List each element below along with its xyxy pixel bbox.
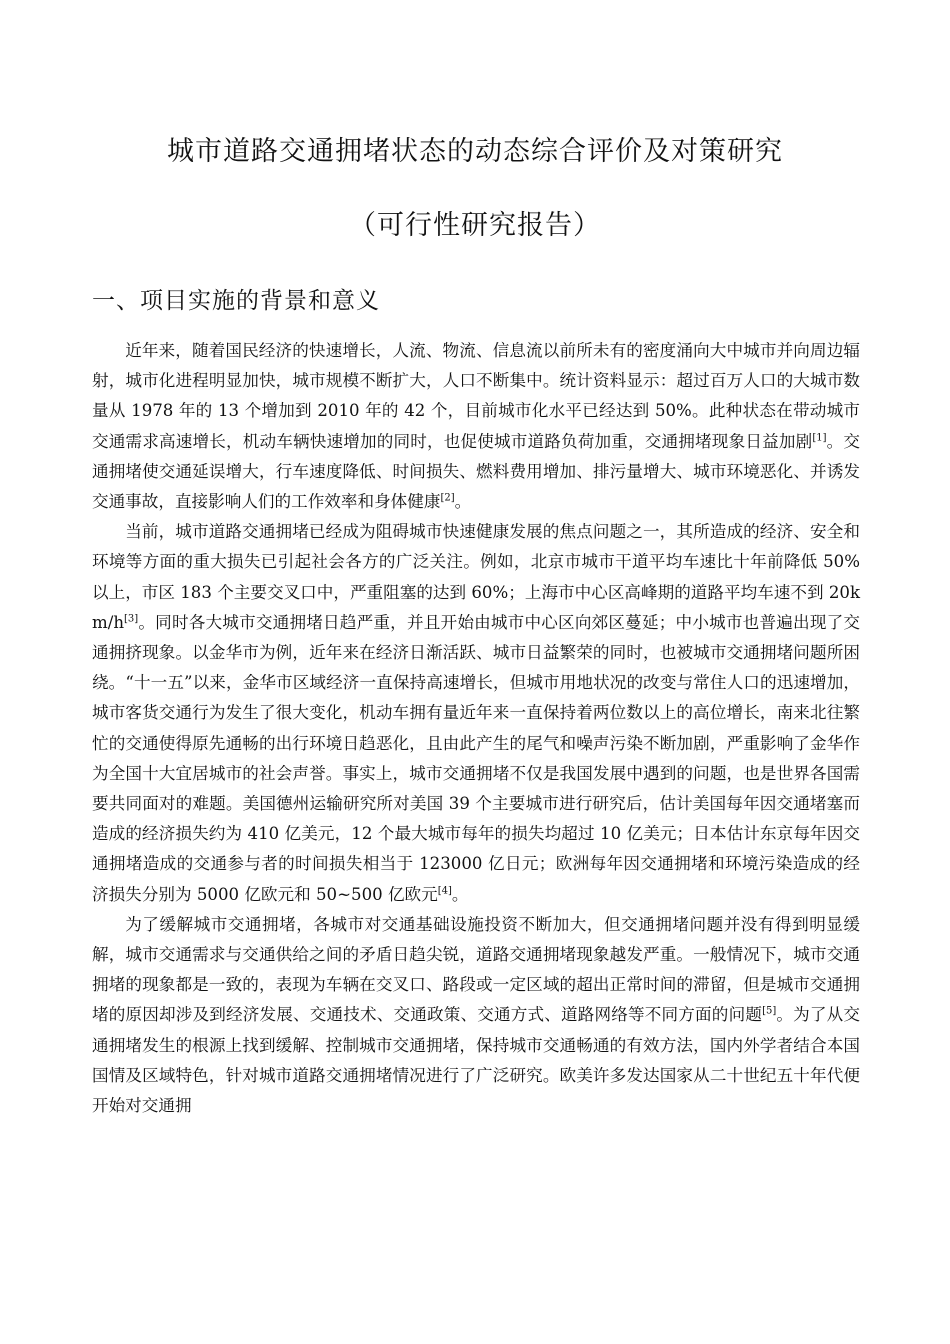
paragraph-text: 。同时各大城市交通拥堵日趋严重，并且开始由城市中心区向郊区蔓延；中小城市也普遍出现了交通拥挤现象。以金华市为例，近年来在经济日渐活跃、城市日益繁荣的同时，也被城市交通拥堵问题所困绕。“十一五”以来，金华市区域经济一直保持高速增长，但城市用地状况的改变与常住人口的迅速增加，城市客货交通行为发生了很大变化，机动车拥有量近年来一直保持着两位数以上的高位增长，南来北往繁忙的交通使得原先通畅的出行环境日趋恶化，且由此产生的尾气和噪声污染不断加剧，严重影响了金华作为全国十大宜居城市的社会声誉。事实上，城市交通拥堵不仅是我国发展中遇到的问题，也是世界各国需要共同面对的难题。美国德州运输研究所对美国 39 个主要城市进行研究后，估计美国每年因交通堵塞而造成的经济损失约为 410 亿美元，12 个最大城市每年的损失均超过 10 亿美元；日本估计东京每年因交通拥堵造成的交通参与者的时间损失相当于 123000 亿日元；欧洲每年因交通拥堵和环境污染造成的经济损失分别为 5000 亿欧元和 50~500 亿欧元 <box>92 612 860 904</box>
paragraph-text: 近年来，随着国民经济的快速增长，人流、物流、信息流以前所未有的密度涌向大中城市并向周边辐射，城市化进程明显加快，城市规模不断扩大，人口不断集中。统计资料显示：超过百万人口的大城市数量从 1978 年的 13 个增加到 2010 年的 42 个，目前城市化水平已经达到 50%。此种状态在带动城市交通需求高速增长，机动车辆快速增加的同时，也促使城市道路负荷加重，交通拥堵现象日益加剧 <box>92 341 860 451</box>
citation-marker: [2] <box>440 492 455 504</box>
paragraph-text: 。 <box>454 492 472 512</box>
citation-marker: [4] <box>437 885 452 897</box>
paragraph-3 <box>92 910 860 1121</box>
paragraph-text: 。交通拥堵使交通延误增大，行车速度降低、时间损失、燃料费用增加、排污量增大、城市环境恶化、并诱发交通事故，直接影响人们的工作效率和身体健康 <box>92 431 861 512</box>
document-body <box>92 336 860 1121</box>
document-title: 城市道路交通拥堵状态的动态综合评价及对策研究 <box>167 136 783 167</box>
citation-marker: [5] <box>762 1005 777 1017</box>
citation-marker: [3] <box>124 613 139 625</box>
paragraph-text: 。 <box>451 884 469 904</box>
paragraph-text: 当前，城市道路交通拥堵已经成为阻碍城市快速健康发展的焦点问题之一，其所造成的经济、安全和环境等方面的重大损失已引起社会各方的广泛关注。例如，北京市城市干道平均车速比十年前降低 50%以上，市区 183 个主要交叉口中，严重阻塞的达到 60%；上海市中心区高峰期的道路平均车速不到 20km/h <box>92 522 860 632</box>
section-heading: 一、项目实施的背景和意义 <box>92 288 380 314</box>
paragraph-text: 为了缓解城市交通拥堵，各城市对交通基础设施投资不断加大，但交通拥堵问题并没有得到明显缓解，城市交通需求与交通供给之间的矛盾日趋尖锐，道路交通拥堵现象越发严重。一般情况下，城市交通拥堵的现象都是一致的，表现为车辆在交叉口、路段或一定区域的超出正常时间的滞留，但是城市交通拥堵的原因却涉及到经济发展、交通技术、交通政策、交通方式、道路网络等不同方面的问题 <box>92 914 860 1025</box>
paragraph-1 <box>92 336 860 517</box>
paragraph-2 <box>92 517 860 910</box>
citation-marker: [1] <box>812 432 827 444</box>
document-subtitle: （可行性研究报告） <box>349 210 601 241</box>
paragraph-text: 。为了从交通拥堵发生的根源上找到缓解、控制城市交通拥堵，保持城市交通畅通的有效方法，国内外学者结合本国国情及区域特色，针对城市道路交通拥堵情况进行了广泛研究。欧美许多发达国家从二十世纪五十年代便开始对交通拥 <box>92 1005 861 1116</box>
